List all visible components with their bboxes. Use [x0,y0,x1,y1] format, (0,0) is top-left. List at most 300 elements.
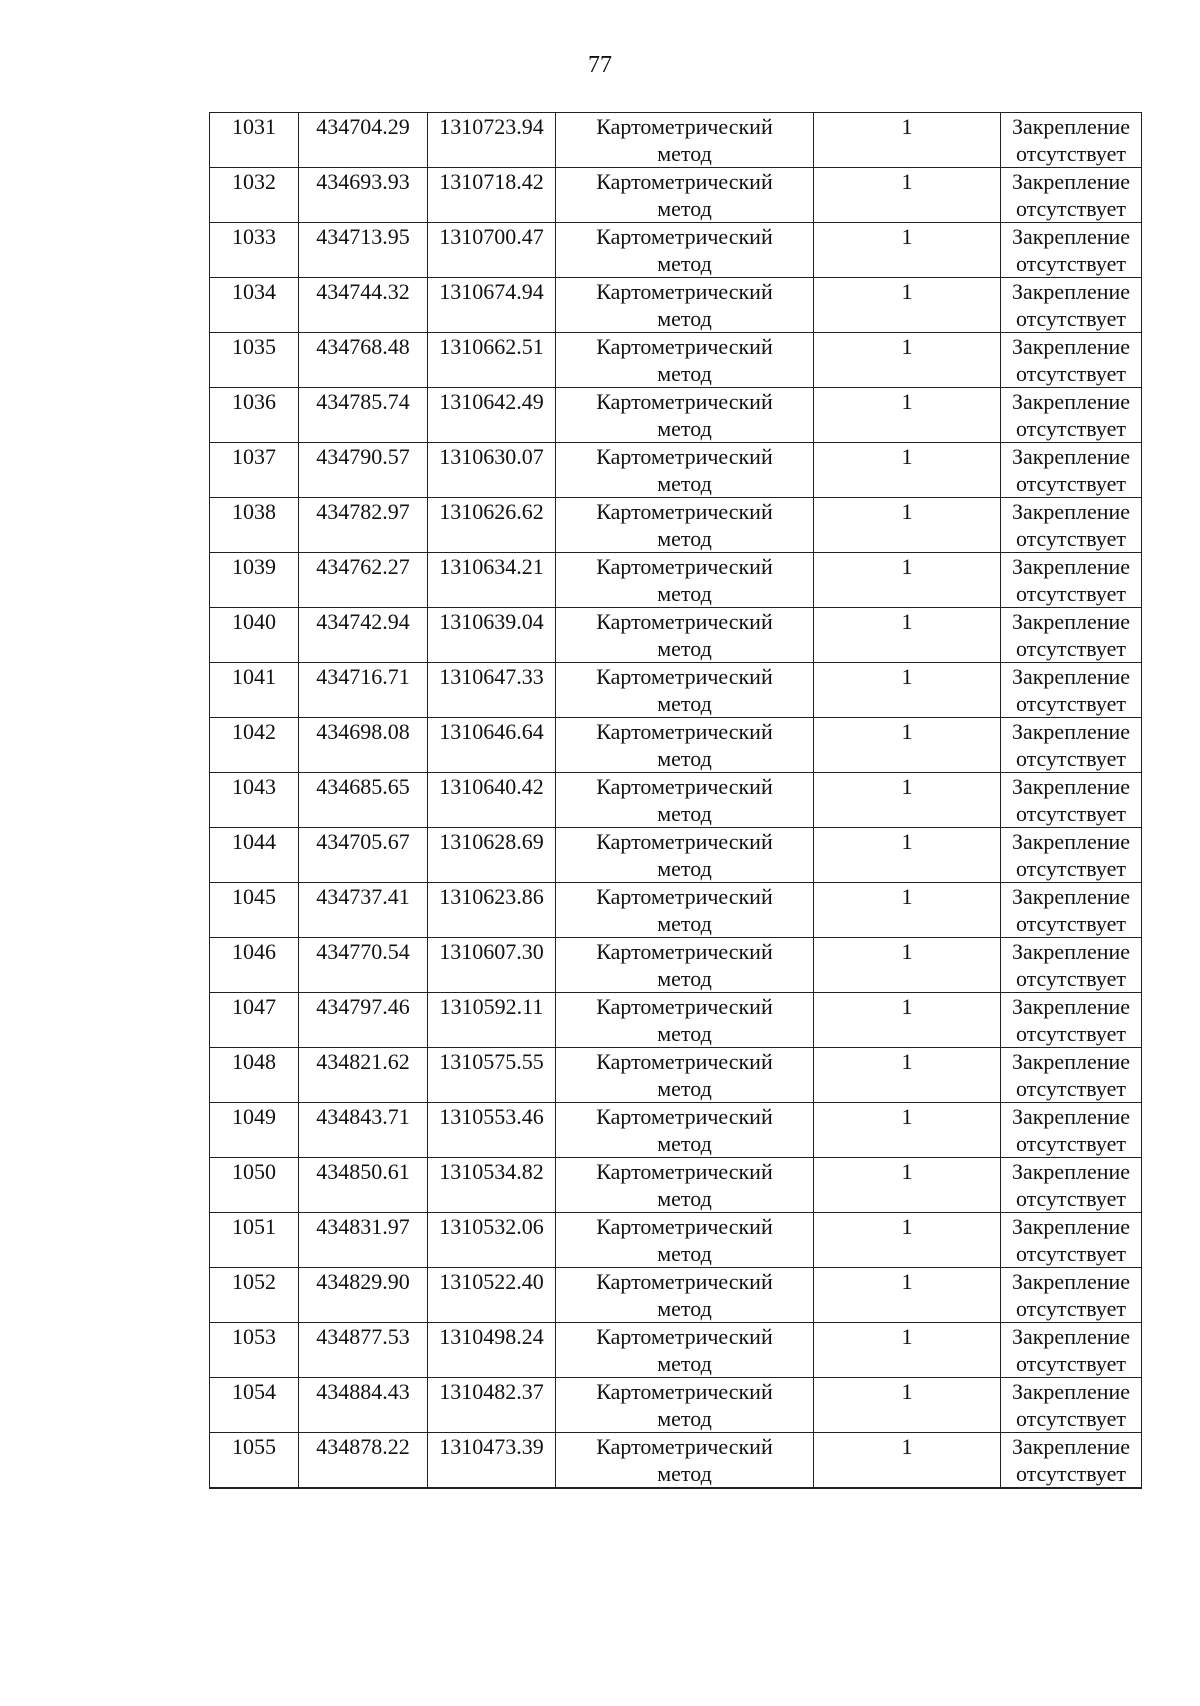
fixing-description-cell [1001,1213,1142,1268]
coordinate-y-cell-text: 1310639.04 [439,609,544,634]
point-number-cell [210,608,299,663]
accuracy-cell [814,1213,1001,1268]
method-cell [556,1158,814,1213]
method-cell-text: Картометрический [596,114,773,139]
method-cell-text: метод [657,636,712,661]
method-cell [556,1378,814,1433]
table-row [210,1323,1142,1378]
coordinate-x-cell [299,828,428,883]
table-row [210,1433,1142,1489]
fixing-description-cell [1001,333,1142,388]
method-cell-text: Картометрический [596,444,773,469]
coordinate-x-cell [299,663,428,718]
coordinate-y-cell [428,883,556,938]
point-number-cell [210,718,299,773]
fixing-description-cell [1001,718,1142,773]
coordinate-x-cell [299,1323,428,1378]
fixing-description-cell-text: отсутствует [1015,196,1127,221]
accuracy-cell [814,1323,1001,1378]
point-number-cell [210,1213,299,1268]
coordinate-y-cell [428,773,556,828]
point-number-cell-text: 1031 [232,114,276,139]
fixing-description-cell-text: отсутствует [1015,1241,1127,1266]
fixing-description-cell [1001,498,1142,553]
point-number-cell-text: 1036 [232,389,276,414]
coordinate-x-cell [299,1158,428,1213]
fixing-description-cell-text: отсутствует [1015,581,1127,606]
coordinate-x-cell [299,1048,428,1103]
coordinate-x-cell-text: 434878.22 [316,1434,410,1459]
table-row [210,1048,1142,1103]
coordinate-y-cell [428,553,556,608]
fixing-description-cell-text: отсутствует [1015,141,1127,166]
method-cell [556,113,814,168]
coordinates-table-body [210,113,1142,1489]
coordinate-x-cell-text: 434884.43 [316,1379,410,1404]
accuracy-cell-text: 1 [901,884,913,909]
fixing-description-cell-text: Закрепление [1011,774,1131,799]
accuracy-cell [814,1103,1001,1158]
method-cell [556,1268,814,1323]
method-cell [556,828,814,883]
method-cell-text: метод [657,1076,712,1101]
table-row [210,443,1142,498]
method-cell-text: Картометрический [596,1324,773,1349]
point-number-cell [210,773,299,828]
fixing-description-cell-text: отсутствует [1015,856,1127,881]
fixing-description-cell-text: отсутствует [1015,691,1127,716]
method-cell [556,938,814,993]
coordinate-y-cell [428,993,556,1048]
table-row [210,718,1142,773]
fixing-description-cell [1001,773,1142,828]
accuracy-cell-text: 1 [901,224,913,249]
method-cell-text: метод [657,581,712,606]
point-number-cell-text: 1042 [232,719,276,744]
coordinate-y-cell [428,388,556,443]
fixing-description-cell-text: Закрепление [1011,994,1131,1019]
fixing-description-cell-text: Закрепление [1011,664,1131,689]
method-cell-text: метод [657,856,712,881]
accuracy-cell-text: 1 [901,499,913,524]
coordinate-x-cell-text: 434698.08 [316,719,410,744]
fixing-description-cell-text: Закрепление [1011,389,1131,414]
fixing-description-cell-text: отсутствует [1015,1131,1127,1156]
coordinate-x-cell-text: 434713.95 [316,224,410,249]
coordinate-y-cell [428,333,556,388]
coordinate-y-cell-text: 1310646.64 [439,719,544,744]
point-number-cell-text: 1037 [232,444,276,469]
fixing-description-cell [1001,443,1142,498]
accuracy-cell [814,553,1001,608]
accuracy-cell-text: 1 [901,719,913,744]
accuracy-cell-text: 1 [901,554,913,579]
coordinate-y-cell-text: 1310623.86 [439,884,544,909]
fixing-description-cell [1001,168,1142,223]
accuracy-cell-text: 1 [901,114,913,139]
fixing-description-cell-text: Закрепление [1011,829,1131,854]
fixing-description-cell-text: Закрепление [1011,334,1131,359]
method-cell [556,168,814,223]
accuracy-cell-text: 1 [901,939,913,964]
method-cell-text: метод [657,306,712,331]
fixing-description-cell-text: отсутствует [1015,1351,1127,1376]
accuracy-cell-text: 1 [901,994,913,1019]
method-cell [556,278,814,333]
point-number-cell [210,1268,299,1323]
method-cell [556,608,814,663]
method-cell-text: Картометрический [596,169,773,194]
coordinate-y-cell [428,1378,556,1433]
table-row [210,828,1142,883]
fixing-description-cell-text: отсутствует [1015,526,1127,551]
method-cell-text: метод [657,471,712,496]
method-cell-text: Картометрический [596,609,773,634]
coordinate-x-cell [299,223,428,278]
accuracy-cell [814,113,1001,168]
method-cell [556,553,814,608]
method-cell-text: Картометрический [596,499,773,524]
method-cell-text: метод [657,1186,712,1211]
coordinate-y-cell-text: 1310628.69 [439,829,544,854]
fixing-description-cell [1001,278,1142,333]
coordinate-x-cell [299,1103,428,1158]
coordinate-x-cell [299,718,428,773]
coordinate-x-cell-text: 434685.65 [316,774,410,799]
coordinate-y-cell [428,828,556,883]
coordinate-y-cell-text: 1310718.42 [439,169,544,194]
coordinate-y-cell [428,938,556,993]
accuracy-cell-text: 1 [901,829,913,854]
fixing-description-cell-text: отсутствует [1015,306,1127,331]
fixing-description-cell [1001,608,1142,663]
coordinate-x-cell [299,553,428,608]
accuracy-cell [814,773,1001,828]
fixing-description-cell-text: Закрепление [1011,1159,1131,1184]
point-number-cell [210,333,299,388]
coordinate-y-cell [428,1158,556,1213]
point-number-cell-text: 1053 [232,1324,276,1349]
method-cell-text: метод [657,526,712,551]
fixing-description-cell-text: отсутствует [1015,471,1127,496]
method-cell-text: Картометрический [596,1269,773,1294]
accuracy-cell-text: 1 [901,1049,913,1074]
coordinates-table [209,112,1142,1489]
table-row [210,1378,1142,1433]
coordinate-x-cell [299,883,428,938]
method-cell-text: метод [657,1021,712,1046]
method-cell-text: метод [657,1241,712,1266]
coordinate-y-cell-text: 1310592.11 [439,994,544,1019]
coordinate-x-cell-text: 434821.62 [316,1049,410,1074]
fixing-description-cell-text: Закрепление [1011,1049,1131,1074]
coordinate-x-cell-text: 434762.27 [316,554,410,579]
method-cell-text: метод [657,141,712,166]
method-cell [556,1213,814,1268]
point-number-cell-text: 1041 [232,664,276,689]
coordinate-y-cell-text: 1310482.37 [439,1379,544,1404]
table-row [210,1213,1142,1268]
fixing-description-cell-text: отсутствует [1015,1186,1127,1211]
method-cell-text: метод [657,361,712,386]
coordinate-x-cell [299,938,428,993]
fixing-description-cell [1001,1433,1142,1489]
accuracy-cell-text: 1 [901,1269,913,1294]
fixing-description-cell [1001,1378,1142,1433]
coordinate-y-cell-text: 1310498.24 [439,1324,544,1349]
accuracy-cell-text: 1 [901,1434,913,1459]
fixing-description-cell [1001,663,1142,718]
accuracy-cell [814,1048,1001,1103]
coordinate-y-cell [428,1048,556,1103]
table-row [210,388,1142,443]
fixing-description-cell [1001,1048,1142,1103]
method-cell-text: метод [657,416,712,441]
method-cell [556,333,814,388]
fixing-description-cell [1001,883,1142,938]
coordinate-x-cell-text: 434843.71 [316,1104,410,1129]
fixing-description-cell-text: Закрепление [1011,444,1131,469]
coordinate-x-cell [299,1378,428,1433]
fixing-description-cell [1001,993,1142,1048]
fixing-description-cell-text: отсутствует [1015,251,1127,276]
coordinate-y-cell-text: 1310553.46 [439,1104,544,1129]
point-number-cell [210,1048,299,1103]
coordinate-y-cell-text: 1310607.30 [439,939,544,964]
point-number-cell [210,938,299,993]
method-cell-text: Картометрический [596,994,773,1019]
point-number-cell-text: 1039 [232,554,276,579]
point-number-cell-text: 1054 [232,1379,276,1404]
method-cell-text: метод [657,1131,712,1156]
point-number-cell [210,663,299,718]
accuracy-cell [814,608,1001,663]
method-cell-text: метод [657,196,712,221]
accuracy-cell [814,388,1001,443]
coordinate-x-cell-text: 434744.32 [316,279,410,304]
fixing-description-cell-text: отсутствует [1015,1296,1127,1321]
fixing-description-cell-text: Закрепление [1011,719,1131,744]
method-cell-text: Картометрический [596,224,773,249]
coordinate-x-cell-text: 434785.74 [316,389,410,414]
coordinate-y-cell [428,1323,556,1378]
coordinate-x-cell-text: 434829.90 [316,1269,410,1294]
accuracy-cell-text: 1 [901,334,913,359]
point-number-cell-text: 1047 [232,994,276,1019]
accuracy-cell [814,278,1001,333]
method-cell-text: Картометрический [596,334,773,359]
fixing-description-cell-text: отсутствует [1015,966,1127,991]
fixing-description-cell [1001,1103,1142,1158]
method-cell [556,993,814,1048]
coordinate-x-cell [299,113,428,168]
point-number-cell-text: 1032 [232,169,276,194]
coordinate-y-cell-text: 1310674.94 [439,279,544,304]
coordinate-y-cell-text: 1310642.49 [439,389,544,414]
table-row [210,1103,1142,1158]
table-row [210,333,1142,388]
point-number-cell-text: 1035 [232,334,276,359]
fixing-description-cell [1001,223,1142,278]
method-cell [556,1433,814,1489]
accuracy-cell [814,168,1001,223]
fixing-description-cell [1001,1268,1142,1323]
coordinate-y-cell [428,443,556,498]
coordinate-x-cell-text: 434705.67 [316,829,410,854]
point-number-cell-text: 1048 [232,1049,276,1074]
method-cell-text: метод [657,966,712,991]
fixing-description-cell-text: Закрепление [1011,114,1131,139]
coordinate-y-cell [428,498,556,553]
accuracy-cell-text: 1 [901,389,913,414]
coordinate-y-cell-text: 1310662.51 [439,334,544,359]
point-number-cell [210,388,299,443]
coordinate-y-cell-text: 1310534.82 [439,1159,544,1184]
method-cell-text: метод [657,746,712,771]
table-row [210,993,1142,1048]
accuracy-cell-text: 1 [901,664,913,689]
accuracy-cell [814,223,1001,278]
coordinate-y-cell-text: 1310532.06 [439,1214,544,1239]
method-cell [556,718,814,773]
fixing-description-cell [1001,113,1142,168]
coordinate-x-cell-text: 434742.94 [316,609,410,634]
table-row [210,663,1142,718]
method-cell-text: Картометрический [596,1214,773,1239]
coordinate-y-cell [428,223,556,278]
coordinate-x-cell-text: 434831.97 [316,1214,410,1239]
coordinate-x-cell-text: 434790.57 [316,444,410,469]
fixing-description-cell-text: отсутствует [1015,416,1127,441]
fixing-description-cell-text: отсутствует [1015,361,1127,386]
table-row [210,883,1142,938]
accuracy-cell-text: 1 [901,444,913,469]
accuracy-cell-text: 1 [901,609,913,634]
coordinate-x-cell [299,608,428,663]
fixing-description-cell [1001,1158,1142,1213]
accuracy-cell [814,1268,1001,1323]
coordinate-x-cell [299,1268,428,1323]
method-cell-text: Картометрический [596,884,773,909]
page-number: 77 [588,52,612,78]
accuracy-cell [814,443,1001,498]
method-cell-text: Картометрический [596,829,773,854]
table-row [210,1268,1142,1323]
accuracy-cell-text: 1 [901,169,913,194]
coordinate-y-cell-text: 1310634.21 [439,554,544,579]
point-number-cell [210,168,299,223]
fixing-description-cell-text: Закрепление [1011,554,1131,579]
coordinate-y-cell [428,1433,556,1489]
accuracy-cell [814,333,1001,388]
method-cell-text: Картометрический [596,279,773,304]
table-row [210,553,1142,608]
method-cell-text: метод [657,911,712,936]
point-number-cell [210,498,299,553]
fixing-description-cell-text: отсутствует [1015,636,1127,661]
point-number-cell-text: 1051 [232,1214,276,1239]
fixing-description-cell-text: Закрепление [1011,1104,1131,1129]
fixing-description-cell-text: Закрепление [1011,1324,1131,1349]
coordinate-y-cell-text: 1310640.42 [439,774,544,799]
accuracy-cell-text: 1 [901,1379,913,1404]
point-number-cell [210,1103,299,1158]
point-number-cell-text: 1044 [232,829,276,854]
coordinate-x-cell [299,773,428,828]
method-cell-text: метод [657,1406,712,1431]
fixing-description-cell-text: Закрепление [1011,1269,1131,1294]
coordinate-y-cell [428,718,556,773]
accuracy-cell [814,1433,1001,1489]
method-cell-text: метод [657,251,712,276]
coordinate-x-cell [299,1213,428,1268]
coordinate-x-cell-text: 434716.71 [316,664,410,689]
table-row [210,223,1142,278]
coordinate-y-cell-text: 1310473.39 [439,1434,544,1459]
accuracy-cell [814,498,1001,553]
point-number-cell-text: 1052 [232,1269,276,1294]
method-cell-text: Картометрический [596,1379,773,1404]
table-row [210,168,1142,223]
fixing-description-cell-text: Закрепление [1011,1379,1131,1404]
table-row [210,608,1142,663]
fixing-description-cell [1001,553,1142,608]
method-cell-text: Картометрический [596,1049,773,1074]
coordinate-x-cell-text: 434877.53 [316,1324,410,1349]
point-number-cell [210,113,299,168]
coordinate-y-cell [428,1268,556,1323]
point-number-cell-text: 1034 [232,279,276,304]
coordinate-x-cell [299,168,428,223]
accuracy-cell-text: 1 [901,1159,913,1184]
accuracy-cell [814,938,1001,993]
point-number-cell [210,1378,299,1433]
method-cell-text: метод [657,1351,712,1376]
accuracy-cell-text: 1 [901,1324,913,1349]
fixing-description-cell-text: Закрепление [1011,939,1131,964]
method-cell-text: Картометрический [596,554,773,579]
method-cell-text: Картометрический [596,1159,773,1184]
coordinate-x-cell [299,443,428,498]
table-row [210,773,1142,828]
coordinate-x-cell [299,498,428,553]
fixing-description-cell-text: Закрепление [1011,499,1131,524]
coordinate-x-cell [299,388,428,443]
table-row [210,113,1142,168]
method-cell-text: Картометрический [596,774,773,799]
method-cell [556,1048,814,1103]
coordinate-y-cell-text: 1310700.47 [439,224,544,249]
method-cell-text: Картометрический [596,939,773,964]
table-row [210,938,1142,993]
point-number-cell-text: 1055 [232,1434,276,1459]
fixing-description-cell-text: отсутствует [1015,746,1127,771]
fixing-description-cell-text: Закрепление [1011,279,1131,304]
point-number-cell [210,553,299,608]
method-cell [556,223,814,278]
fixing-description-cell [1001,1323,1142,1378]
coordinate-x-cell-text: 434782.97 [316,499,410,524]
coordinate-x-cell [299,278,428,333]
coordinate-x-cell-text: 434770.54 [316,939,410,964]
coordinate-x-cell [299,333,428,388]
coordinate-y-cell-text: 1310647.33 [439,664,544,689]
accuracy-cell [814,1378,1001,1433]
coordinate-y-cell [428,608,556,663]
method-cell [556,1103,814,1158]
point-number-cell-text: 1049 [232,1104,276,1129]
coordinate-x-cell [299,1433,428,1489]
